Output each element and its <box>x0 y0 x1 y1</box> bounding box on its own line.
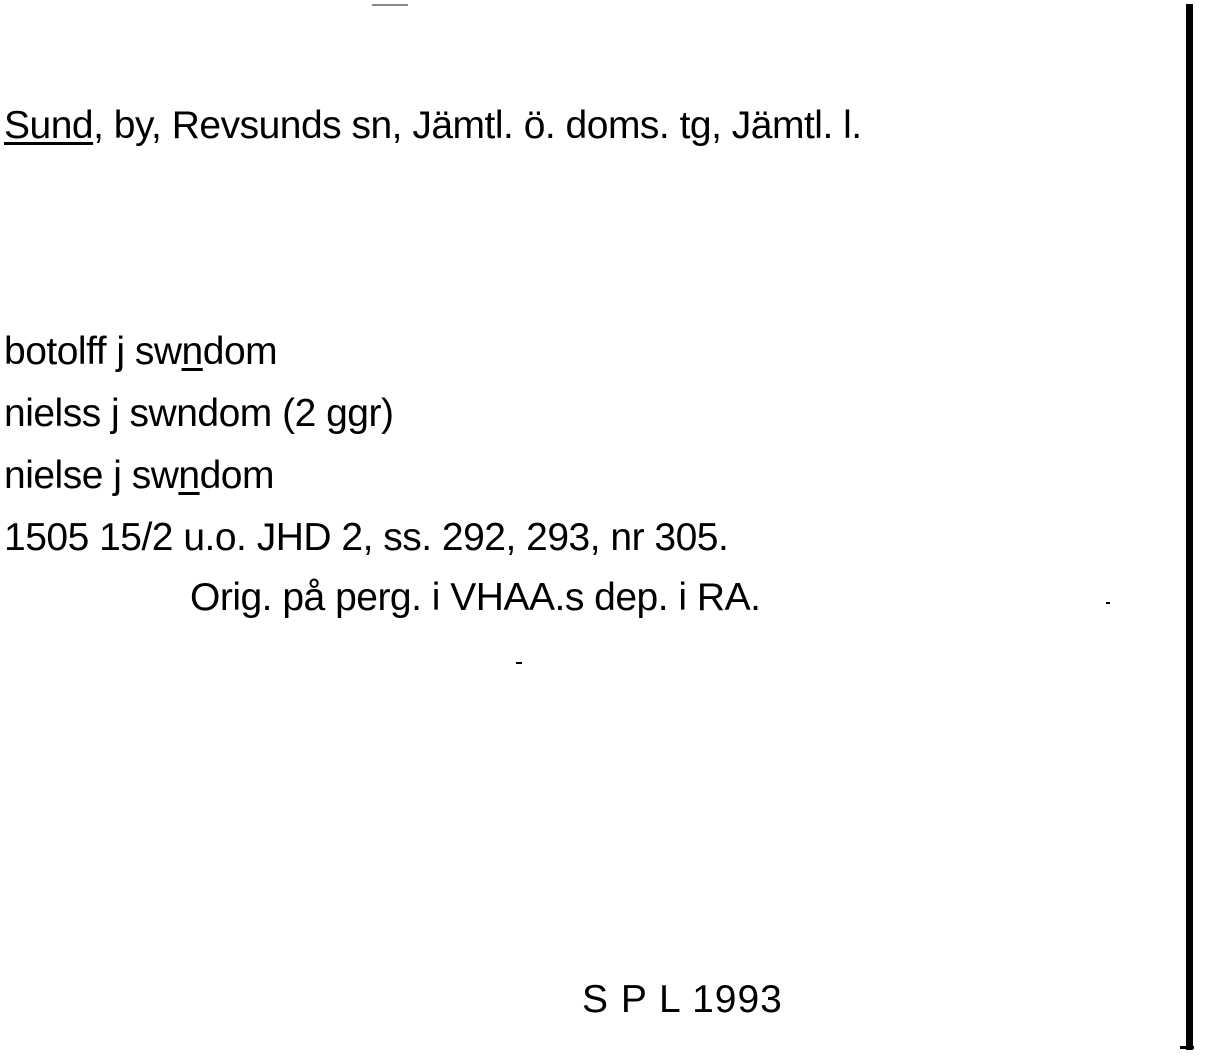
name-form-2-text: nielss j swndom (2 ggr) <box>4 392 394 435</box>
card-edge-tick <box>1180 1046 1194 1049</box>
place-description: , by, Revsunds sn, Jämtl. ö. doms. tg, Jämtl. l. <box>93 104 862 147</box>
name-form-3-underlined: n <box>178 454 200 497</box>
name-form-1-start: botolff j sw <box>4 330 182 373</box>
scan-speck-top <box>372 4 408 6</box>
name-form-3 <box>4 454 274 498</box>
scan-speck-middle <box>516 662 522 664</box>
card-edge-line <box>1186 4 1193 1050</box>
archive-note: Orig. på perg. i VHAA.s dep. i RA. <box>190 576 761 619</box>
name-form-3-end: dom <box>199 454 274 497</box>
name-form-1 <box>4 330 277 374</box>
scan-speck-right <box>1106 602 1110 604</box>
signature: S P L 1993 <box>582 978 783 1021</box>
name-form-2 <box>4 392 393 436</box>
source-reference: 1505 15/2 u.o. JHD 2, ss. 292, 293, nr 305. <box>4 516 729 559</box>
card-heading <box>4 104 862 148</box>
name-form-1-underlined: n <box>181 330 203 373</box>
place-name: Sund <box>4 104 94 147</box>
name-form-1-end: dom <box>202 330 278 373</box>
name-form-3-start: nielse j sw <box>4 454 179 497</box>
